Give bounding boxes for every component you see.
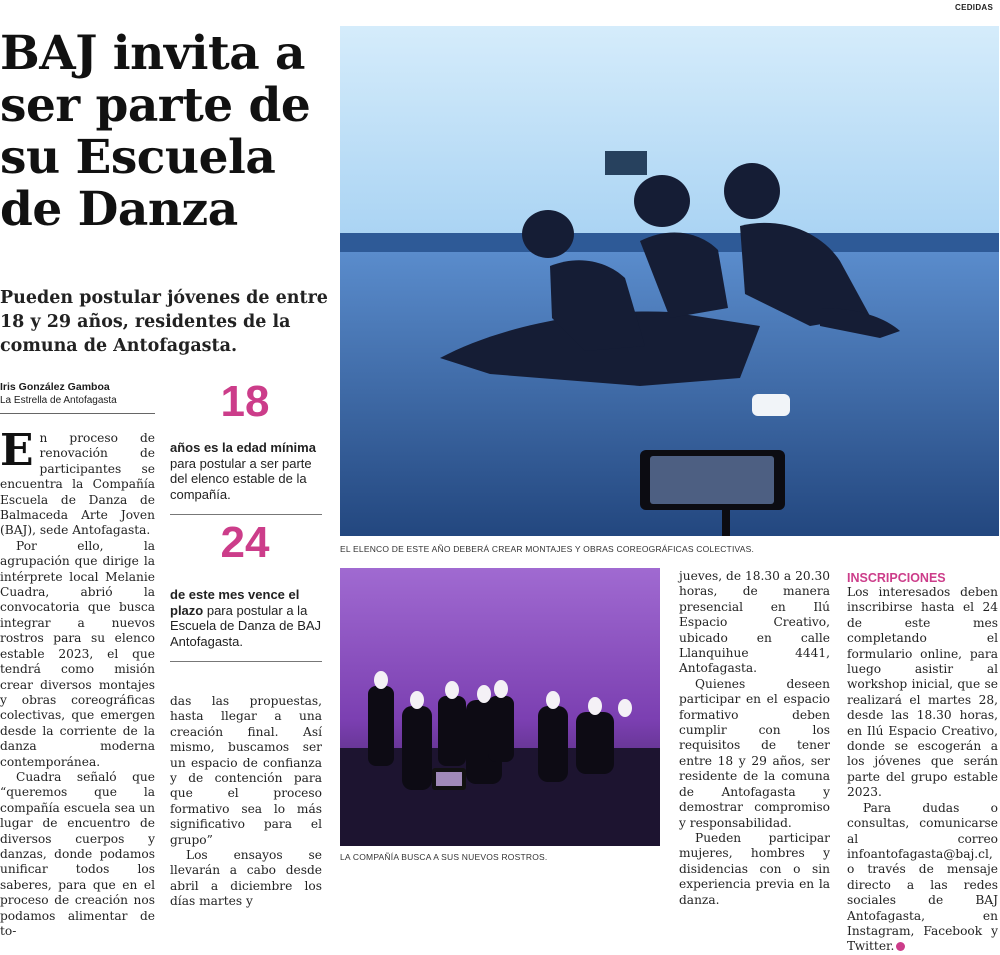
fact-text	[170, 587, 322, 649]
sidebar-contact-text: Para dudas o consultas, comunicarse al correo infoantofagasta@baj.cl, o través de mensaje directo a las redes sociales de BAJ Antofagasta, en Instagram, Facebook y Twitter.	[847, 800, 998, 954]
article-paragraph: Los ensayos se llevarán a cabo desde abril a diciembre los días martes y	[170, 848, 322, 909]
fact-box	[170, 378, 322, 662]
fact-highlight: de este mes vence el plazo	[170, 587, 300, 618]
byline-author: Iris González Gamboa	[0, 381, 110, 393]
article-column-3	[679, 569, 830, 908]
fact-detail: para postular a la Escuela de Danza de BAJ Antofagasta.	[170, 602, 322, 649]
byline	[0, 381, 155, 414]
fact-divider	[170, 514, 322, 515]
article-paragraph: n proceso de renovación de participantes se encuentra la Compañía Escuela de Danza de Balmaceda Arte Joven (BAJ), sede Antofagasta.	[0, 431, 155, 538]
fact-number: 24	[220, 518, 270, 567]
fact-text	[170, 440, 322, 502]
masked-dancers-photo	[340, 568, 660, 846]
fact-detail: para postular a ser parte del elenco estable de la compañía.	[170, 455, 312, 502]
dancers-photo	[340, 26, 999, 536]
headline: BAJ invita a ser parte de su Escuela de Danza	[0, 26, 311, 237]
article-paragraph: jueves, de 18.30 a 20.30 horas, de manera presencial en Ilú Espacio Creativo, ubicado en calle Llanquihue 4441, Antofagasta.	[679, 569, 830, 676]
article-paragraph: Quienes deseen participar en el espacio formativo deben cumplir con los requisitos de tener entre 18 y 29 años, ser residente de la comuna de Antofagasta y demostrar compromiso y responsabilidad.	[679, 676, 830, 830]
main-photo-caption: EL ELENCO DE ESTE AÑO DEBERÁ CREAR MONTAJES Y OBRAS COREOGRÁFICAS COLECTIVAS.	[340, 544, 755, 554]
byline-outlet: La Estrella de Antofagasta	[0, 395, 117, 406]
drop-cap: E	[0, 425, 34, 476]
article-paragraph: Cuadra señaló que “queremos que la compañía escuela sea un lugar de encuentro de diversos cuerpos y danzas, donde podamos unificar todos los saberes, para que en el proceso de creación nos podamos alimentar de to-	[0, 769, 155, 938]
article-column-2	[170, 694, 322, 910]
photo-credit: CEDIDAS	[955, 3, 994, 12]
article-paragraph: Por ello, la agrupación que dirige la intérprete local Melanie Cuadra, abrió la convocatoria que busca integrar a nuevos rostros para su elenco estable 2023, el que tendrá como misión crear diversos montajes y obras coreográficas colectivas, que emergen desde la corriente de la danza moderna contemporánea.	[0, 538, 155, 769]
article-paragraph: Pueden participar mujeres, hombres y disidencias con o sin experiencia previa en la danza.	[679, 830, 830, 907]
main-photo	[340, 26, 999, 536]
fact-divider	[170, 661, 322, 662]
fact-number: 18	[220, 377, 270, 426]
sidebar-heading: INSCRIPCIONES	[847, 571, 946, 585]
end-mark-icon	[896, 942, 905, 951]
secondary-photo-caption: LA COMPAÑÍA BUSCA A SUS NUEVOS ROSTROS.	[340, 852, 548, 862]
sidebar-paragraph	[847, 801, 998, 955]
article-paragraph: das las propuestas, hasta llegar a una creación final. Así mismo, buscamos ser un espacio de confianza y de contención para que el proceso formativo sea lo más significativo para el grupo”	[170, 694, 322, 847]
secondary-photo	[340, 568, 660, 846]
sidebar-paragraph: Los interesados deben inscribirse hasta el 24 de este mes completando el formulario online, para luego asistir al workshop inicial, que se realizará el martes 28, desde las 18.30 horas, en Ilú Espacio Creativo, donde se escogerán a los jóvenes que serán parte del grupo estable 2023.	[847, 585, 998, 800]
subheadline: Pueden postular jóvenes de entre 18 y 29 años, residentes de la comuna de Antofagasta.	[0, 288, 328, 356]
fact-highlight: años es la edad mínima	[170, 440, 316, 455]
article-column-1	[0, 425, 155, 939]
inscripciones-sidebar	[847, 571, 998, 955]
